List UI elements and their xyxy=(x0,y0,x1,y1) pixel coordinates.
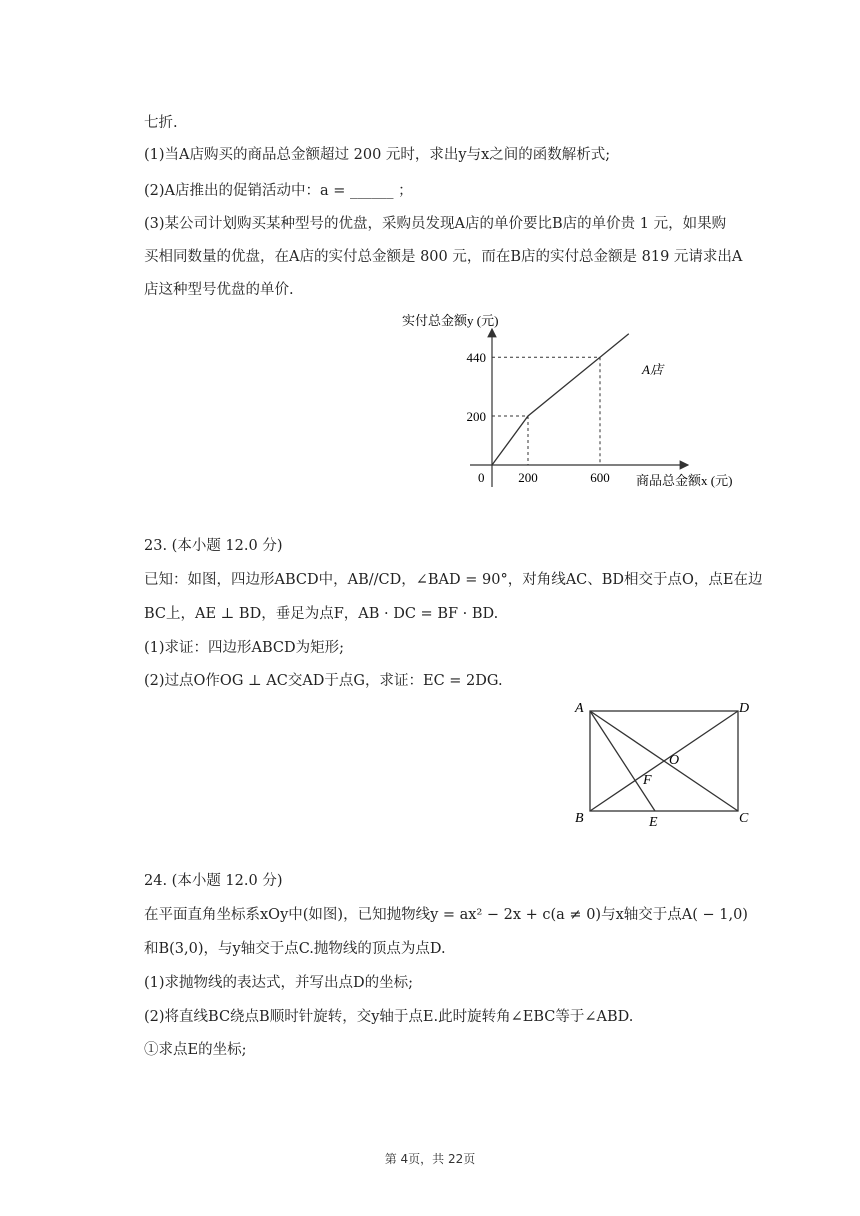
point-label-c: C xyxy=(739,811,749,826)
segment-ae xyxy=(590,711,655,811)
q22-line-5: 店这种型号优盘的单价. xyxy=(144,282,294,298)
y-axis-label: 实付总金额y (元) xyxy=(402,313,499,328)
q22-line-4: 买相同数量的优盘，在A店的实付总金额是 800 元，而在B店的实付总金额是 819 元请求出A xyxy=(144,249,743,265)
page-footer: 第 4页，共 22页 xyxy=(384,1152,476,1166)
point-label-d: D xyxy=(739,701,750,716)
x-tick-label: 600 xyxy=(590,470,610,485)
origin-label: 0 xyxy=(478,470,485,485)
point-label-o: O xyxy=(669,753,680,768)
x-axis-label: 商品总金额x (元) xyxy=(636,473,733,488)
y-tick-label: 440 xyxy=(466,350,486,366)
q24-heading: 24. (本小题 12.0 分) xyxy=(144,873,283,889)
q22-line-2: (2)A店推出的促销活动中：a = ______ ； xyxy=(144,183,413,199)
q23-line-3: (1)求证：四边形ABCD为矩形; xyxy=(144,640,345,656)
point-label-a: A xyxy=(575,701,584,716)
q24-line-1: 在平面直角坐标系xOy中(如图)，已知抛物线y = ax² − 2x + c(a ≠ 0)与x轴交于点A( − 1,0) xyxy=(144,907,748,923)
rectangle-figure xyxy=(568,695,758,835)
y-tick-label: 200 xyxy=(466,409,486,424)
q23-line-2: BC上，AE ⊥ BD，垂足为点F，AB · DC = BF · BD. xyxy=(144,606,499,622)
point-label-b: B xyxy=(575,811,584,826)
q22-line-3: (3)某公司计划购买某种型号的优盘，采购员发现A店的单价要比B店的单价贵 1 元，如果购 xyxy=(144,216,727,232)
q24-line-2: 和B(3,0)，与y轴交于点C.抛物线的顶点为点D. xyxy=(144,941,446,957)
series-a-line xyxy=(492,334,629,465)
x-tick-label: 200 xyxy=(518,470,538,485)
q24-line-5: ①求点E的坐标; xyxy=(144,1042,247,1058)
q22-line-1: (1)当A店购买的商品总金额超过 200 元时，求出y与x之间的函数解析式; xyxy=(144,147,611,163)
price-chart xyxy=(400,305,760,505)
point-label-e: E xyxy=(649,815,658,830)
q24-line-4: (2)将直线BC绕点B顺时针旋转，交y轴于点E.此时旋转角∠EBC等于∠ABD. xyxy=(144,1009,634,1025)
q23-heading: 23. (本小题 12.0 分) xyxy=(144,538,283,554)
q24-line-3: (1)求抛物线的表达式，并写出点D的坐标; xyxy=(144,975,414,991)
q23-line-1: 已知：如图，四边形ABCD中，AB//CD，∠BAD = 90°，对角线AC、BD相交于点O，点E在边 xyxy=(144,572,763,588)
point-label-f: F xyxy=(643,773,652,788)
q23-line-4: (2)过点O作OG ⊥ AC交AD于点G，求证：EC = 2DG. xyxy=(144,673,503,689)
q22-line-0: 七折. xyxy=(144,115,178,131)
series-a-label: A店 xyxy=(642,362,663,377)
